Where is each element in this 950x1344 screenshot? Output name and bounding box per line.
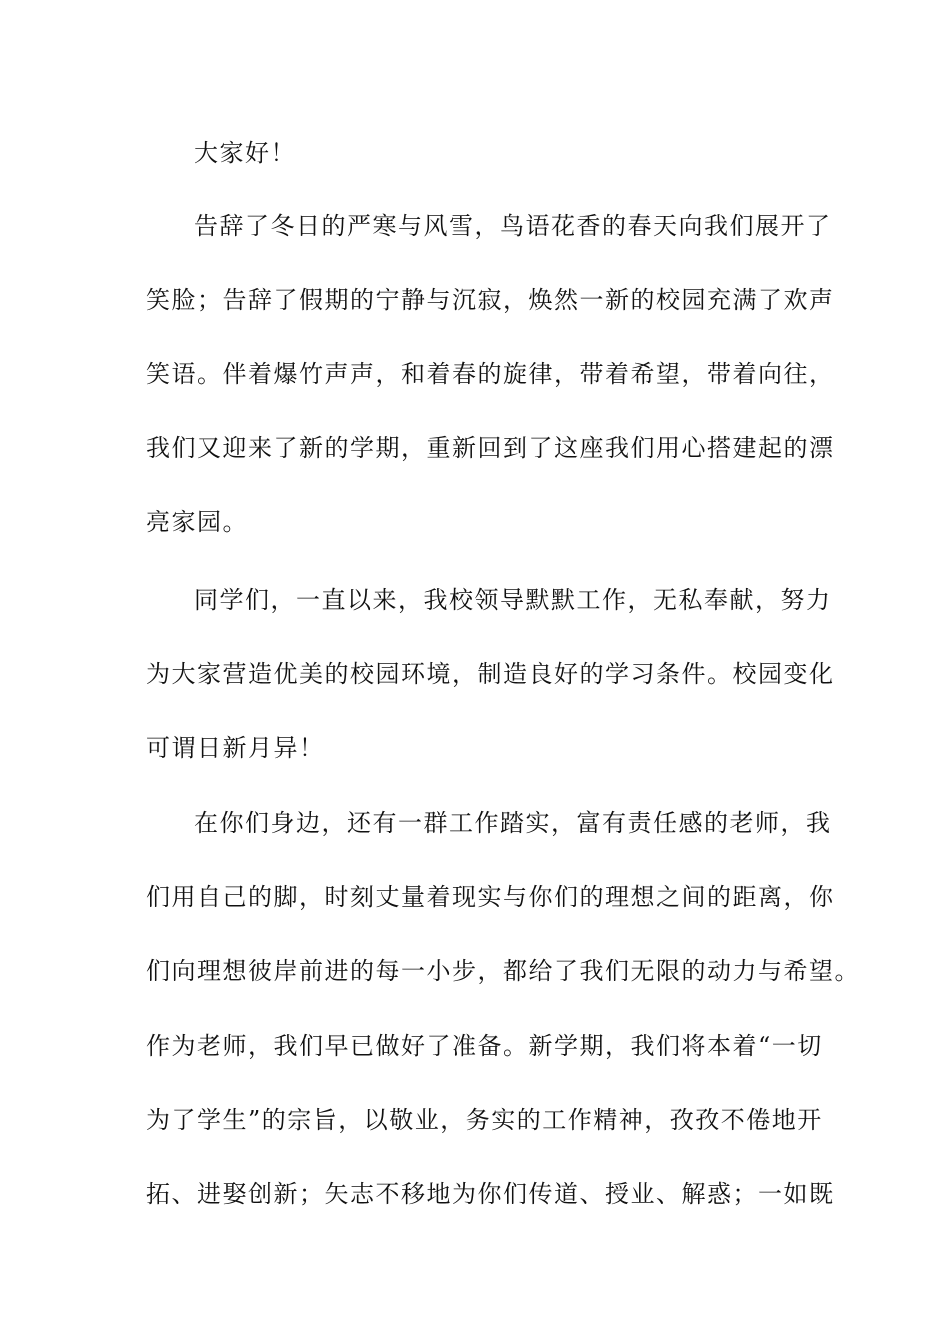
paragraph-2-line-3: 可谓日新月异！ (146, 734, 325, 762)
paragraph-1-line-4: 我们又迎来了新的学期，重新回到了这座我们用心搭建起的漂 (146, 434, 835, 462)
paragraph-3-line-6: 拓、进娶创新；矢志不移地为你们传道、授业、解惑；一如既 (146, 1180, 835, 1208)
paragraph-2-line-1: 同学们，一直以来，我校领导默默工作，无私奉献，努力 (194, 586, 832, 614)
paragraph-3-line-2: 们用自己的脚，时刻丈量着现实与你们的理想之间的距离，你 (146, 883, 835, 911)
paragraph-3-line-5: 为了学生”的宗旨，以敬业，务实的工作精神，孜孜不倦地开 (146, 1106, 823, 1134)
paragraph-1-line-3: 笑语。伴着爆竹声声，和着春的旋律，带着希望，带着向往， (146, 360, 835, 388)
paragraph-3-line-3: 们向理想彼岸前进的每一小步，都给了我们无限的动力与希望。 (146, 957, 860, 985)
paragraph-3-line-4: 作为老师，我们早已做好了准备。新学期，我们将本着“一切 (146, 1032, 823, 1060)
greeting-line: 大家好！ (194, 139, 296, 167)
paragraph-2-line-2: 为大家营造优美的校园环境，制造良好的学习条件。校园变化 (146, 660, 835, 688)
paragraph-3-line-1: 在你们身边，还有一群工作踏实，富有责任感的老师，我 (194, 809, 832, 837)
paragraph-1-line-5: 亮家园。 (146, 508, 248, 536)
paragraph-1-line-2: 笑脸；告辞了假期的宁静与沉寂，焕然一新的校园充满了欢声 (146, 286, 835, 314)
paragraph-1-line-1: 告辞了冬日的严寒与风雪，鸟语花香的春天向我们展开了 (194, 212, 832, 240)
